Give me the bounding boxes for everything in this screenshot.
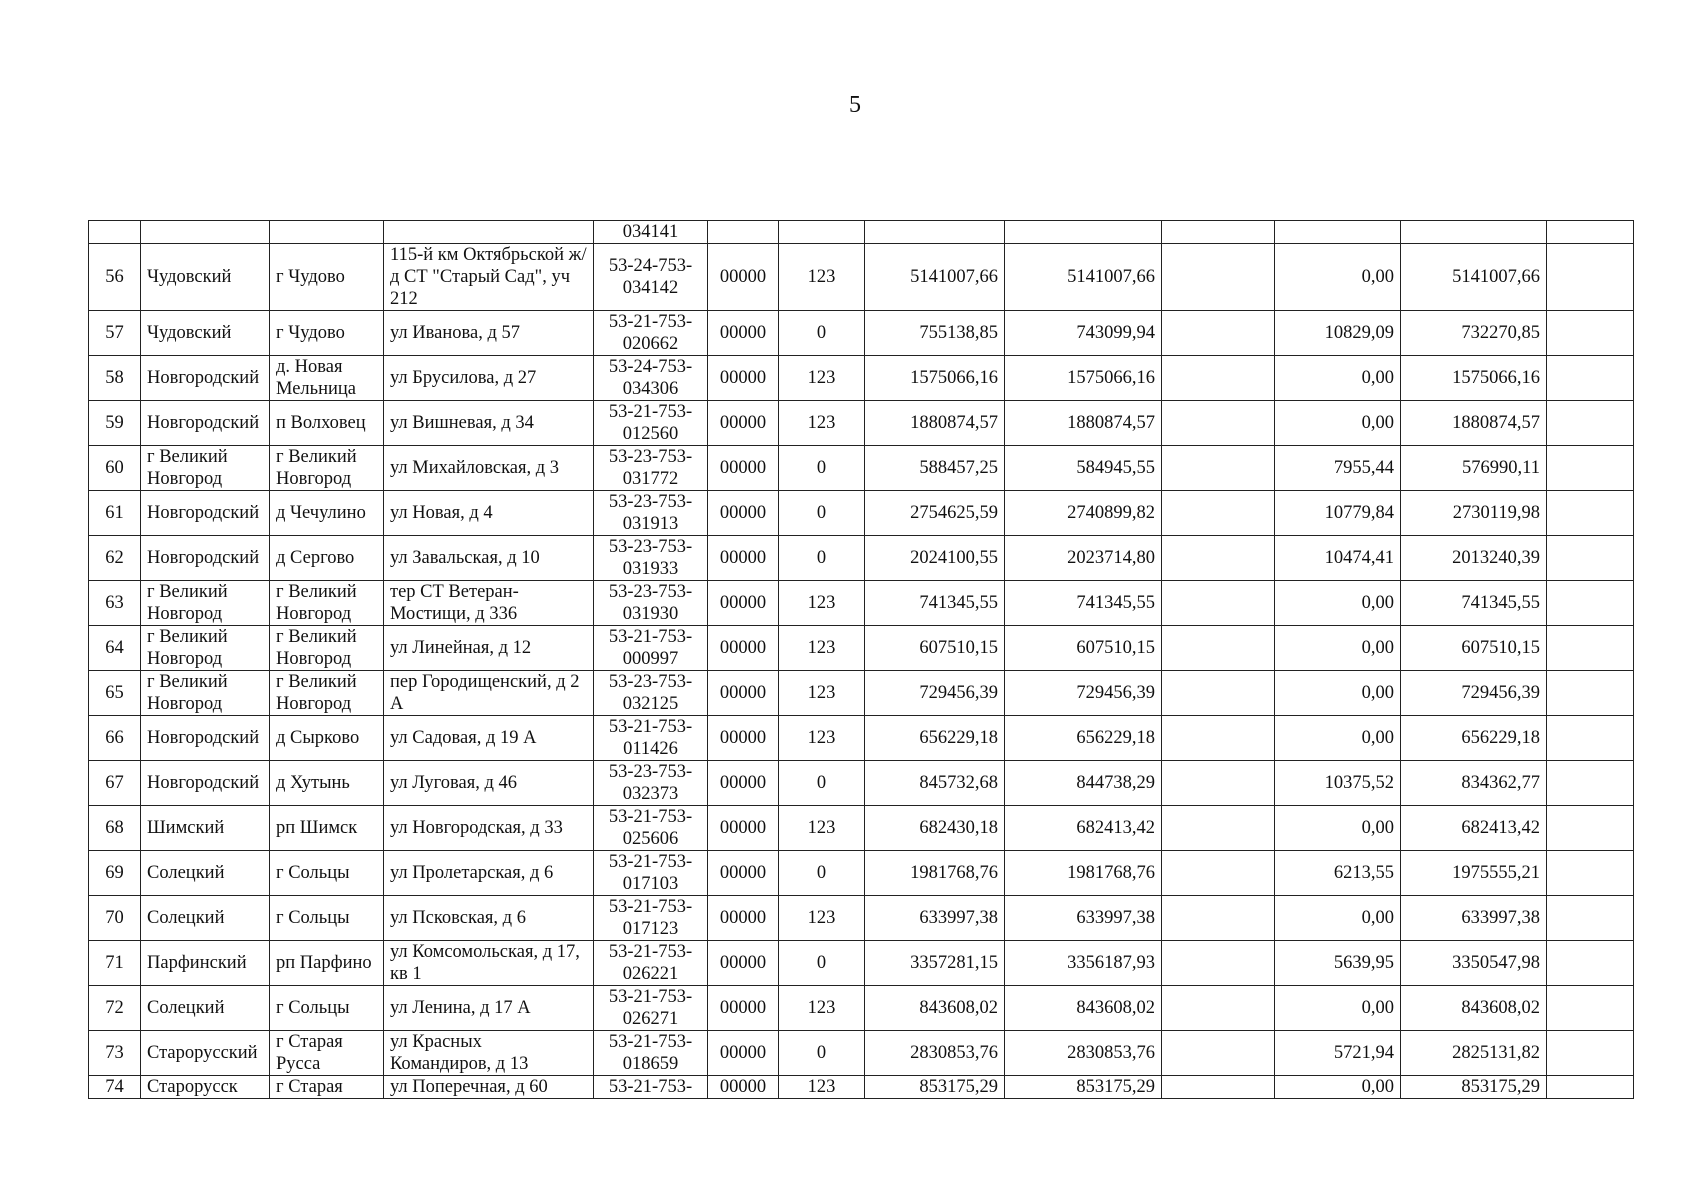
cadastral-number-cell: 034141 — [594, 221, 708, 244]
empty-cell — [1401, 221, 1547, 244]
row-number-cell: 62 — [89, 536, 141, 581]
empty-cell — [1162, 761, 1275, 806]
type-code-cell: 123 — [779, 626, 865, 671]
locality-cell: г Великий Новгород — [270, 626, 384, 671]
empty-cell — [1162, 491, 1275, 536]
address-cell: ул Ленина, д 17 А — [384, 986, 594, 1031]
district-cell: Новгородский — [141, 716, 270, 761]
amount-cell: 2024100,55 — [865, 536, 1005, 581]
cadastral-number-cell: 53-23-753-032373 — [594, 761, 708, 806]
cadastral-number-cell: 53-23-753-031913 — [594, 491, 708, 536]
cadastral-number-cell: 53-21-753-012560 — [594, 401, 708, 446]
amount-cell: 2754625,59 — [865, 491, 1005, 536]
empty-cell — [1547, 581, 1634, 626]
code-cell: 00000 — [708, 446, 779, 491]
locality-cell: г Сольцы — [270, 851, 384, 896]
empty-cell — [1162, 446, 1275, 491]
amount-cell: 2023714,80 — [1005, 536, 1162, 581]
amount-cell: 3356187,93 — [1005, 941, 1162, 986]
table-row — [89, 491, 1634, 536]
district-cell: Новгородский — [141, 356, 270, 401]
empty-cell — [1162, 311, 1275, 356]
empty-cell — [1162, 1076, 1275, 1099]
amount-cell: 588457,25 — [865, 446, 1005, 491]
amount-cell: 576990,11 — [1401, 446, 1547, 491]
empty-cell — [1005, 221, 1162, 244]
district-cell: Чудовский — [141, 311, 270, 356]
amount-cell: 853175,29 — [865, 1076, 1005, 1099]
empty-cell — [1547, 761, 1634, 806]
empty-cell — [1547, 536, 1634, 581]
table-row — [89, 896, 1634, 941]
row-number-cell: 68 — [89, 806, 141, 851]
address-cell: ул Поперечная, д 60 — [384, 1076, 594, 1099]
amount-cell: 10375,52 — [1275, 761, 1401, 806]
locality-cell: рп Шимск — [270, 806, 384, 851]
amount-cell: 741345,55 — [1005, 581, 1162, 626]
amount-cell: 5639,95 — [1275, 941, 1401, 986]
amount-cell: 1575066,16 — [1005, 356, 1162, 401]
amount-cell: 729456,39 — [865, 671, 1005, 716]
empty-cell — [1547, 851, 1634, 896]
type-code-cell: 123 — [779, 986, 865, 1031]
amount-cell: 0,00 — [1275, 356, 1401, 401]
locality-cell: д. Новая Мельница — [270, 356, 384, 401]
address-cell: тер СТ Ветеран-Мостищи, д 336 — [384, 581, 594, 626]
amount-cell: 732270,85 — [1401, 311, 1547, 356]
amount-cell: 1975555,21 — [1401, 851, 1547, 896]
empty-cell — [1547, 221, 1634, 244]
empty-cell — [1547, 986, 1634, 1031]
locality-cell: г Великий Новгород — [270, 581, 384, 626]
type-code-cell: 123 — [779, 716, 865, 761]
amount-cell: 656229,18 — [1401, 716, 1547, 761]
amount-cell: 844738,29 — [1005, 761, 1162, 806]
table-row — [89, 311, 1634, 356]
code-cell: 00000 — [708, 986, 779, 1031]
locality-cell: г Старая Русса — [270, 1031, 384, 1076]
locality-cell: д Хутынь — [270, 761, 384, 806]
cadastral-number-cell: 53-21-753-000997 — [594, 626, 708, 671]
code-cell: 00000 — [708, 1031, 779, 1076]
cadastral-number-cell: 53-24-753-034306 — [594, 356, 708, 401]
amount-cell: 5141007,66 — [1005, 244, 1162, 311]
amount-cell: 656229,18 — [1005, 716, 1162, 761]
address-cell: ул Пролетарская, д 6 — [384, 851, 594, 896]
code-cell: 00000 — [708, 491, 779, 536]
row-number-cell: 59 — [89, 401, 141, 446]
row-number-cell: 66 — [89, 716, 141, 761]
empty-cell — [89, 221, 141, 244]
district-cell: г Великий Новгород — [141, 671, 270, 716]
row-number-cell: 58 — [89, 356, 141, 401]
code-cell: 00000 — [708, 851, 779, 896]
amount-cell: 2830853,76 — [865, 1031, 1005, 1076]
amount-cell: 0,00 — [1275, 626, 1401, 671]
type-code-cell: 123 — [779, 1076, 865, 1099]
amount-cell: 10779,84 — [1275, 491, 1401, 536]
empty-cell — [1162, 941, 1275, 986]
code-cell: 00000 — [708, 806, 779, 851]
table-row — [89, 1076, 1634, 1099]
type-code-cell: 123 — [779, 356, 865, 401]
district-cell: Солецкий — [141, 896, 270, 941]
type-code-cell: 123 — [779, 671, 865, 716]
cadastral-number-cell: 53-21-753-011426 — [594, 716, 708, 761]
amount-cell: 633997,38 — [1005, 896, 1162, 941]
code-cell: 00000 — [708, 716, 779, 761]
amount-cell: 1880874,57 — [1005, 401, 1162, 446]
amount-cell: 607510,15 — [1005, 626, 1162, 671]
locality-cell: г Великий Новгород — [270, 671, 384, 716]
registry-table — [88, 220, 1634, 1099]
type-code-cell: 0 — [779, 491, 865, 536]
cadastral-number-cell: 53-21-753-018659 — [594, 1031, 708, 1076]
amount-cell: 5721,94 — [1275, 1031, 1401, 1076]
amount-cell: 853175,29 — [1401, 1076, 1547, 1099]
amount-cell: 843608,02 — [1401, 986, 1547, 1031]
empty-cell — [1162, 1031, 1275, 1076]
empty-cell — [1162, 356, 1275, 401]
locality-cell: г Сольцы — [270, 896, 384, 941]
empty-cell — [1162, 536, 1275, 581]
table-row — [89, 716, 1634, 761]
row-number-cell: 67 — [89, 761, 141, 806]
empty-cell — [1547, 941, 1634, 986]
cadastral-number-cell: 53-24-753-034142 — [594, 244, 708, 311]
code-cell: 00000 — [708, 311, 779, 356]
amount-cell: 3350547,98 — [1401, 941, 1547, 986]
row-number-cell: 56 — [89, 244, 141, 311]
district-cell: Новгородский — [141, 401, 270, 446]
table-row — [89, 356, 1634, 401]
amount-cell: 6213,55 — [1275, 851, 1401, 896]
amount-cell: 834362,77 — [1401, 761, 1547, 806]
empty-cell — [1162, 851, 1275, 896]
empty-cell — [1162, 581, 1275, 626]
locality-cell: рп Парфино — [270, 941, 384, 986]
amount-cell: 584945,55 — [1005, 446, 1162, 491]
amount-cell: 853175,29 — [1005, 1076, 1162, 1099]
row-number-cell: 71 — [89, 941, 141, 986]
cadastral-number-cell: 53-21-753-017123 — [594, 896, 708, 941]
cadastral-number-cell: 53-21-753-025606 — [594, 806, 708, 851]
amount-cell: 1880874,57 — [1401, 401, 1547, 446]
amount-cell: 5141007,66 — [1401, 244, 1547, 311]
amount-cell: 656229,18 — [865, 716, 1005, 761]
amount-cell: 2013240,39 — [1401, 536, 1547, 581]
amount-cell: 743099,94 — [1005, 311, 1162, 356]
district-cell: Новгородский — [141, 491, 270, 536]
amount-cell: 843608,02 — [865, 986, 1005, 1031]
empty-cell — [1547, 1031, 1634, 1076]
empty-cell — [1547, 806, 1634, 851]
row-number-cell: 63 — [89, 581, 141, 626]
address-cell: ул Красных Командиров, д 13 — [384, 1031, 594, 1076]
district-cell: Солецкий — [141, 986, 270, 1031]
district-cell: Новгородский — [141, 761, 270, 806]
table-row — [89, 446, 1634, 491]
locality-cell: п Волховец — [270, 401, 384, 446]
amount-cell: 633997,38 — [865, 896, 1005, 941]
table-row — [89, 941, 1634, 986]
amount-cell: 1880874,57 — [865, 401, 1005, 446]
table-row — [89, 851, 1634, 896]
empty-cell — [1547, 491, 1634, 536]
table-row — [89, 626, 1634, 671]
amount-cell: 682413,42 — [1005, 806, 1162, 851]
type-code-cell: 0 — [779, 311, 865, 356]
amount-cell: 729456,39 — [1401, 671, 1547, 716]
code-cell: 00000 — [708, 896, 779, 941]
empty-cell — [1547, 626, 1634, 671]
row-number-cell: 64 — [89, 626, 141, 671]
empty-cell — [1162, 716, 1275, 761]
district-cell: Старорусск — [141, 1076, 270, 1099]
amount-cell: 0,00 — [1275, 401, 1401, 446]
empty-cell — [1275, 221, 1401, 244]
table-row — [89, 536, 1634, 581]
type-code-cell: 0 — [779, 536, 865, 581]
amount-cell: 0,00 — [1275, 716, 1401, 761]
code-cell: 00000 — [708, 581, 779, 626]
cadastral-number-cell: 53-21-753-020662 — [594, 311, 708, 356]
type-code-cell: 0 — [779, 941, 865, 986]
amount-cell: 0,00 — [1275, 1076, 1401, 1099]
cadastral-number-cell: 53-23-753-031772 — [594, 446, 708, 491]
address-cell: пер Городищенский, д 2 А — [384, 671, 594, 716]
locality-cell: д Сырково — [270, 716, 384, 761]
table-row — [89, 401, 1634, 446]
empty-cell — [1547, 716, 1634, 761]
address-cell: ул Иванова, д 57 — [384, 311, 594, 356]
cadastral-number-cell: 53-23-753-032125 — [594, 671, 708, 716]
cadastral-number-cell: 53-21-753- — [594, 1076, 708, 1099]
amount-cell: 1575066,16 — [1401, 356, 1547, 401]
address-cell: ул Новгородская, д 33 — [384, 806, 594, 851]
empty-cell — [1547, 671, 1634, 716]
empty-cell — [865, 221, 1005, 244]
type-code-cell: 0 — [779, 1031, 865, 1076]
district-cell: Чудовский — [141, 244, 270, 311]
address-cell: ул Псковская, д 6 — [384, 896, 594, 941]
empty-cell — [708, 221, 779, 244]
amount-cell: 10829,09 — [1275, 311, 1401, 356]
locality-cell: г Великий Новгород — [270, 446, 384, 491]
page-number: 5 — [849, 92, 861, 118]
district-cell: Парфинский — [141, 941, 270, 986]
amount-cell: 2830853,76 — [1005, 1031, 1162, 1076]
district-cell: г Великий Новгород — [141, 626, 270, 671]
row-number-cell: 70 — [89, 896, 141, 941]
district-cell: Новгородский — [141, 536, 270, 581]
cadastral-number-cell: 53-23-753-031933 — [594, 536, 708, 581]
address-cell: ул Линейная, д 12 — [384, 626, 594, 671]
empty-cell — [1547, 244, 1634, 311]
table-row — [89, 581, 1634, 626]
district-cell: г Великий Новгород — [141, 581, 270, 626]
table-row — [89, 806, 1634, 851]
amount-cell: 2825131,82 — [1401, 1031, 1547, 1076]
type-code-cell: 123 — [779, 896, 865, 941]
locality-cell: д Сергово — [270, 536, 384, 581]
empty-cell — [1162, 244, 1275, 311]
empty-cell — [1162, 896, 1275, 941]
empty-cell — [1547, 311, 1634, 356]
code-cell: 00000 — [708, 244, 779, 311]
cadastral-number-cell: 53-21-753-026221 — [594, 941, 708, 986]
address-cell: ул Садовая, д 19 А — [384, 716, 594, 761]
code-cell: 00000 — [708, 536, 779, 581]
amount-cell: 845732,68 — [865, 761, 1005, 806]
amount-cell: 1981768,76 — [1005, 851, 1162, 896]
empty-cell — [1547, 896, 1634, 941]
cadastral-number-cell: 53-23-753-031930 — [594, 581, 708, 626]
empty-cell — [779, 221, 865, 244]
amount-cell: 7955,44 — [1275, 446, 1401, 491]
type-code-cell: 123 — [779, 581, 865, 626]
amount-cell: 0,00 — [1275, 671, 1401, 716]
row-number-cell: 61 — [89, 491, 141, 536]
code-cell: 00000 — [708, 941, 779, 986]
row-number-cell: 72 — [89, 986, 141, 1031]
table-row — [89, 671, 1634, 716]
amount-cell: 2740899,82 — [1005, 491, 1162, 536]
table-row-fragment — [89, 221, 1634, 244]
cadastral-number-cell: 53-21-753-026271 — [594, 986, 708, 1031]
code-cell: 00000 — [708, 1076, 779, 1099]
code-cell: 00000 — [708, 626, 779, 671]
empty-cell — [1162, 806, 1275, 851]
code-cell: 00000 — [708, 356, 779, 401]
address-cell: ул Комсомольская, д 17, кв 1 — [384, 941, 594, 986]
amount-cell: 1981768,76 — [865, 851, 1005, 896]
table-row — [89, 761, 1634, 806]
type-code-cell: 0 — [779, 851, 865, 896]
amount-cell: 10474,41 — [1275, 536, 1401, 581]
locality-cell: г Сольцы — [270, 986, 384, 1031]
row-number-cell: 74 — [89, 1076, 141, 1099]
amount-cell: 682430,18 — [865, 806, 1005, 851]
code-cell: 00000 — [708, 761, 779, 806]
amount-cell: 3357281,15 — [865, 941, 1005, 986]
amount-cell: 0,00 — [1275, 986, 1401, 1031]
empty-cell — [1162, 401, 1275, 446]
locality-cell: г Чудово — [270, 311, 384, 356]
row-number-cell: 57 — [89, 311, 141, 356]
empty-cell — [270, 221, 384, 244]
type-code-cell: 0 — [779, 761, 865, 806]
row-number-cell: 73 — [89, 1031, 141, 1076]
amount-cell: 0,00 — [1275, 581, 1401, 626]
amount-cell: 5141007,66 — [865, 244, 1005, 311]
amount-cell: 755138,85 — [865, 311, 1005, 356]
amount-cell: 729456,39 — [1005, 671, 1162, 716]
cadastral-number-cell: 53-21-753-017103 — [594, 851, 708, 896]
type-code-cell: 123 — [779, 244, 865, 311]
empty-cell — [1547, 401, 1634, 446]
district-cell: Шимский — [141, 806, 270, 851]
empty-cell — [1547, 446, 1634, 491]
code-cell: 00000 — [708, 401, 779, 446]
amount-cell: 843608,02 — [1005, 986, 1162, 1031]
amount-cell: 0,00 — [1275, 896, 1401, 941]
locality-cell: г Старая — [270, 1076, 384, 1099]
amount-cell: 2730119,98 — [1401, 491, 1547, 536]
amount-cell: 682413,42 — [1401, 806, 1547, 851]
address-cell: ул Завальская, д 10 — [384, 536, 594, 581]
empty-cell — [1162, 671, 1275, 716]
empty-cell — [141, 221, 270, 244]
empty-cell — [1162, 221, 1275, 244]
address-cell: ул Брусилова, д 27 — [384, 356, 594, 401]
empty-cell — [1547, 1076, 1634, 1099]
type-code-cell: 123 — [779, 401, 865, 446]
address-cell: ул Луговая, д 46 — [384, 761, 594, 806]
empty-cell — [384, 221, 594, 244]
table-row — [89, 1031, 1634, 1076]
amount-cell: 741345,55 — [865, 581, 1005, 626]
amount-cell: 0,00 — [1275, 244, 1401, 311]
type-code-cell: 0 — [779, 446, 865, 491]
empty-cell — [1162, 626, 1275, 671]
address-cell: ул Новая, д 4 — [384, 491, 594, 536]
locality-cell: г Чудово — [270, 244, 384, 311]
amount-cell: 607510,15 — [1401, 626, 1547, 671]
amount-cell: 741345,55 — [1401, 581, 1547, 626]
table-row — [89, 244, 1634, 311]
type-code-cell: 123 — [779, 806, 865, 851]
amount-cell: 607510,15 — [865, 626, 1005, 671]
district-cell: г Великий Новгород — [141, 446, 270, 491]
district-cell: Старорусский — [141, 1031, 270, 1076]
row-number-cell: 60 — [89, 446, 141, 491]
amount-cell: 0,00 — [1275, 806, 1401, 851]
locality-cell: д Чечулино — [270, 491, 384, 536]
empty-cell — [1547, 356, 1634, 401]
row-number-cell: 65 — [89, 671, 141, 716]
amount-cell: 633997,38 — [1401, 896, 1547, 941]
table-row — [89, 986, 1634, 1031]
address-cell: ул Вишневая, д 34 — [384, 401, 594, 446]
address-cell: 115-й км Октябрьской ж/д СТ "Старый Сад", уч 212 — [384, 244, 594, 311]
address-cell: ул Михайловская, д 3 — [384, 446, 594, 491]
code-cell: 00000 — [708, 671, 779, 716]
district-cell: Солецкий — [141, 851, 270, 896]
empty-cell — [1162, 986, 1275, 1031]
amount-cell: 1575066,16 — [865, 356, 1005, 401]
row-number-cell: 69 — [89, 851, 141, 896]
